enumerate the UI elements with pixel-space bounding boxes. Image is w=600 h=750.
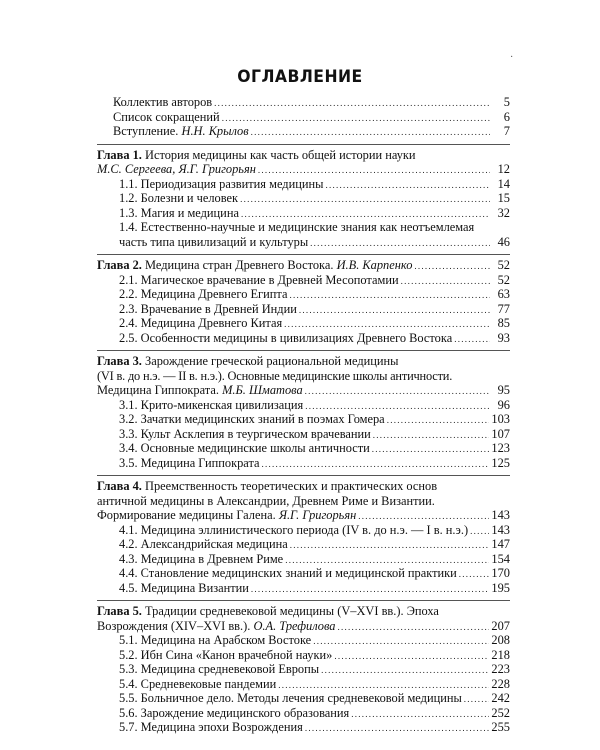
toc-entry[interactable]: 5.5. Больничное дело. Методы лечения средневековой медицины . . . 242: [97, 691, 510, 706]
entry-page: 5: [503, 95, 510, 109]
chapter-author: М.С. Сергеева, Я.Г. Григорьян: [97, 162, 256, 176]
entry-page: 7: [503, 124, 510, 138]
toc-entry-abbreviations[interactable]: [97, 110, 510, 125]
chapter-title: Преемственность теоретических и практических основ: [145, 479, 438, 493]
entry-page: 143: [491, 508, 510, 522]
toc-entry[interactable]: 2.1. Магическое врачевание в Древней Месопотамии . . . 52: [97, 273, 510, 288]
entry-title: Вступление.: [113, 124, 179, 138]
toc-entry[interactable]: 5.3. Медицина средневековой Европы . . . 223: [97, 662, 510, 677]
toc-entry[interactable]: 3.2. Зачатки медицинских знаний в поэмах Гомера . . . 103: [97, 412, 510, 427]
entry-page: 207: [491, 618, 510, 633]
entry-page: 6: [503, 109, 510, 124]
entry-page: 12: [497, 162, 510, 176]
chapter-4-author-line[interactable]: Формирование медицины Галена. Я.Г. Григорьян . . . 143: [97, 508, 510, 523]
toc-entry[interactable]: 4.5. Медицина Византии . . . 195: [97, 581, 510, 596]
chapter-title: История медицины как часть общей истории науки: [145, 147, 416, 162]
entry-page: 95: [497, 383, 510, 397]
chapter-author: М.Б. Шматова: [222, 383, 303, 397]
toc-entry-multiline[interactable]: 1.4. Естественно-научные и медицинские знания как неотъемлемая: [119, 220, 475, 234]
chapter-3-author-line[interactable]: Медицина Гиппократа. М.Б. Шматова . . . 95: [97, 383, 510, 398]
chapter-3-heading[interactable]: [97, 350, 510, 369]
toc-entry[interactable]: 3.5. Медицина Гиппократа . . . 125: [97, 456, 510, 471]
toc-entry[interactable]: 5.1. Медицина на Арабском Востоке . . . 208: [97, 633, 510, 648]
toc-entry[interactable]: 1.3. Магия и медицина . . . 32: [97, 206, 510, 221]
entry-page: 52: [497, 258, 510, 272]
scan-mark: ·: [510, 52, 514, 63]
chapter-title: Медицина стран Древнего Востока.: [145, 258, 334, 272]
toc-entry[interactable]: 5.4. Средневековые пандемии . . . 228: [97, 677, 510, 692]
chapter-4-heading[interactable]: [97, 475, 510, 494]
toc-entry-introduction[interactable]: [97, 124, 510, 139]
toc-entry[interactable]: 5.2. Ибн Сина «Канон врачебной науки» . . . 218: [97, 648, 510, 663]
chapter-author: Я.Г. Григорьян: [278, 508, 357, 522]
toc-entry[interactable]: 3.1. Крито-микенская цивилизация . . . 96: [97, 398, 510, 413]
page-title: ОГЛАВЛЕНИЕ: [237, 67, 363, 87]
chapter-1-author-line[interactable]: [97, 162, 510, 177]
toc-entry[interactable]: 4.4. Становление медицинских знаний и медицинской практики . . . 170: [97, 566, 510, 581]
chapter-label: Глава 2.: [97, 258, 142, 272]
chapter-1-heading[interactable]: [97, 144, 510, 163]
toc-entry[interactable]: 2.4. Медицина Древнего Китая . . . 85: [97, 316, 510, 331]
chapter-3-title-continuation[interactable]: (VI в. до н.э. — II в. н.э.). Основные медицинские школы античности.: [97, 368, 453, 383]
chapter-label: Глава 3.: [97, 354, 142, 368]
chapter-label: Глава 5.: [97, 604, 142, 618]
chapter-title: Зарождение греческой рациональной медицины: [145, 354, 399, 368]
entry-title: Список сокращений: [113, 109, 220, 124]
toc-entry[interactable]: 4.1. Медицина эллинистического периода (IV в. до н.э. — I в. н.э.) . . . 143: [97, 523, 510, 538]
chapter-author: О.А. Трефилова: [253, 618, 336, 633]
chapter-5-author-line[interactable]: Возрождения (XIV–XVI вв.). О.А. Трефилова . . . 207: [97, 619, 510, 634]
toc-entry[interactable]: 2.5. Особенности медицины в цивилизациях Древнего Востока . . . 93: [97, 331, 510, 346]
table-of-contents: [97, 95, 510, 735]
toc-entry[interactable]: 5.7. Медицина эпохи Возрождения . . . 255: [97, 720, 510, 735]
toc-entry[interactable]: 2.2. Медицина Древнего Египта . . . 63: [97, 287, 510, 302]
toc-entry[interactable]: 1.1. Периодизация развития медицины . . . 14: [97, 177, 510, 192]
chapter-author: И.В. Карпенко: [336, 258, 413, 272]
chapter-label: Глава 1.: [97, 147, 142, 162]
toc-entry-authors[interactable]: [97, 95, 510, 110]
toc-entry[interactable]: 4.3. Медицина в Древнем Риме . . . 154: [97, 552, 510, 567]
toc-entry[interactable]: 3.4. Основные медицинские школы античности . . . 123: [97, 441, 510, 456]
toc-entry[interactable]: 2.3. Врачевание в Древней Индии . . . 77: [97, 302, 510, 317]
chapter-2-heading[interactable]: [97, 254, 510, 273]
chapter-4-title-continuation[interactable]: античной медицины в Александрии, Древнем Риме и Византии.: [97, 493, 435, 508]
toc-entry[interactable]: 4.2. Александрийская медицина . . . 147: [97, 537, 510, 552]
entry-title: Коллектив авторов: [113, 95, 213, 109]
chapter-5-heading[interactable]: [97, 600, 510, 619]
chapter-label: Глава 4.: [97, 479, 142, 493]
chapter-title: Традиции средневековой медицины (V–XVI вв.). Эпоха: [145, 604, 439, 618]
toc-entry[interactable]: 3.3. Культ Асклепия в теургическом врачевании . . . 107: [97, 427, 510, 442]
entry-author: Н.Н. Крылов: [181, 124, 249, 138]
toc-entry[interactable]: 1.2. Болезни и человек . . . 15: [97, 191, 510, 206]
toc-entry-continuation[interactable]: часть типа цивилизаций и культуры . . . 46: [97, 235, 510, 250]
toc-entry[interactable]: 5.6. Зарождение медицинского образования . . . 252: [97, 706, 510, 721]
